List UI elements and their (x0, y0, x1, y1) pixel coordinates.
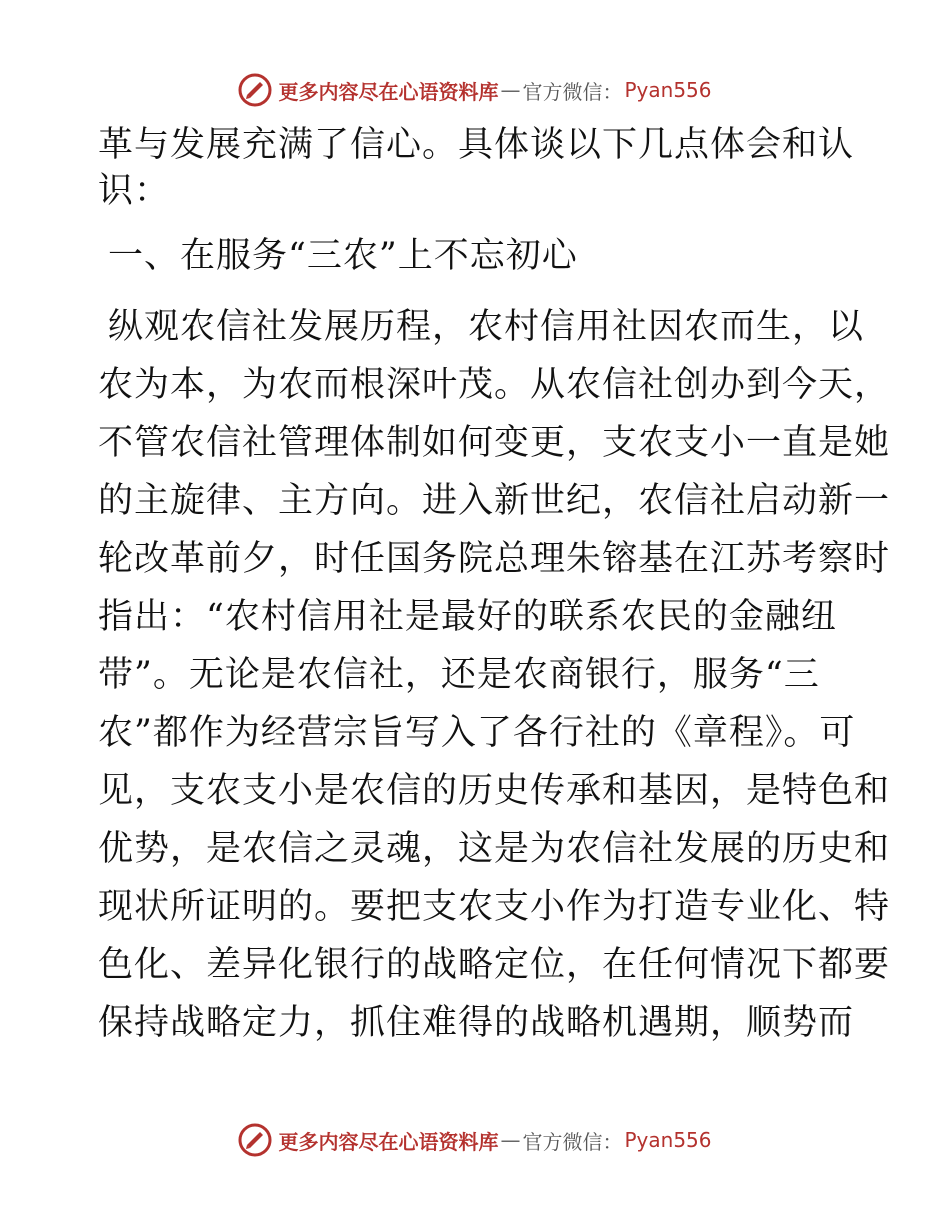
banner-official-label: 官方微信： (522, 79, 623, 104)
text-line: 现状所证明的。要把支农支小作为打造专业化、特 (98, 887, 891, 927)
text-line: 不管农信社管理体制如何变更，支农支小一直是她 (98, 423, 891, 463)
text-line: 优势，是农信之灵魂，这是为农信社发展的历史和 (98, 829, 891, 869)
banner-wechat-id: Pyan556 (624, 1128, 712, 1152)
text-line: 农”都作为经营宗旨写入了各行社的《章程》。可 (98, 713, 856, 753)
section-heading: 一、在服务“三农”上不忘初心 (108, 236, 578, 276)
text-line: 保持战略定力，抓住难得的战略机遇期，顺势而 (98, 1003, 855, 1043)
banner-main-text: 更多内容尽在心语资料库 (278, 1129, 499, 1154)
banner-dash: — (500, 78, 521, 102)
text-line: 色化、差异化银行的战略定位，在任何情况下都要 (98, 945, 891, 985)
text-line: 见，支农支小是农信的历史传承和基因，是特色和 (98, 771, 891, 811)
banner-dash: — (500, 1128, 521, 1152)
text-line: 指出：“农村信用社是最好的联系农民的金融纽 (98, 597, 837, 637)
intro-paragraph (98, 122, 858, 214)
text-line: 轮改革前夕，时任国务院总理朱镕基在江苏考察时 (98, 539, 891, 579)
document-body (98, 122, 891, 1052)
text-line: 带”。无论是农信社，还是农商银行，服务“三 (98, 655, 820, 695)
footer-banner (0, 1120, 950, 1160)
text-line: 的主旋律、主方向。进入新世纪，农信社启动新一 (98, 481, 891, 521)
book-pen-icon (238, 1123, 272, 1157)
text-line: 纵观农信社发展历程，农村信用社因农而生，以 (108, 307, 865, 347)
body-paragraph (98, 298, 891, 1052)
header-banner (0, 70, 950, 110)
text-line: 识： (98, 171, 171, 211)
book-pen-icon (238, 73, 272, 107)
text-line: 革与发展充满了信心。具体谈以下几点体会和认 (98, 125, 855, 165)
text-line: 农为本，为农而根深叶茂。从农信社创办到今天， (98, 365, 891, 405)
banner-official-label: 官方微信： (522, 1129, 623, 1154)
banner-wechat-id: Pyan556 (624, 78, 712, 102)
banner-main-text: 更多内容尽在心语资料库 (278, 79, 499, 104)
